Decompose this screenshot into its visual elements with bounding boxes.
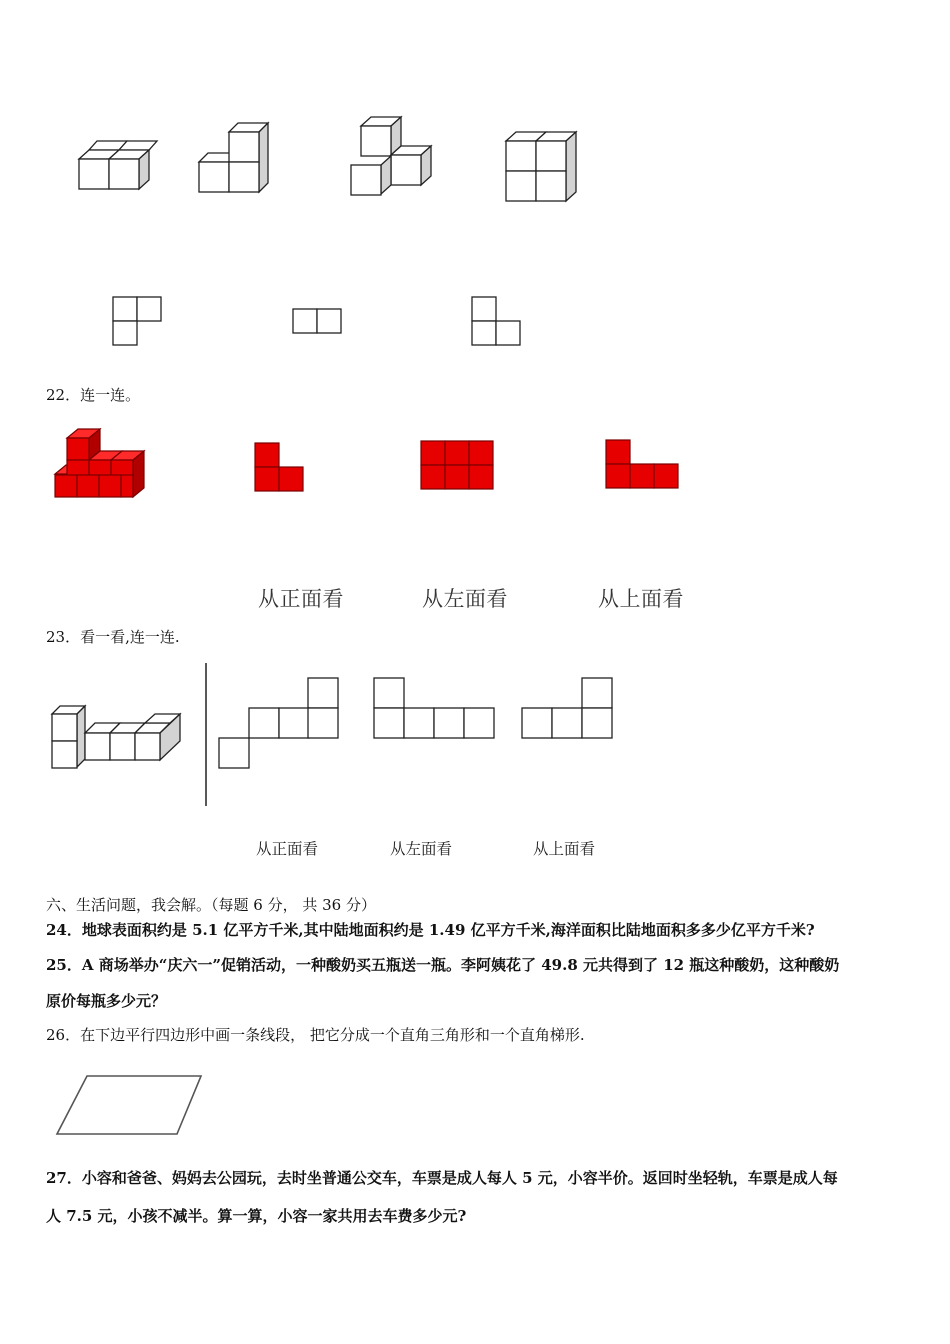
q22-label-left: 从左面看: [422, 587, 508, 611]
q22-label-front: 从正面看: [258, 587, 344, 611]
question-text: 在下边平行四边形中画一条线段， 把它分成一个直角三角形和一个直角梯形.: [80, 1026, 585, 1044]
question-number: 24．: [46, 921, 82, 939]
q23-label-top: 从上面看: [533, 840, 596, 858]
q22-label-top: 从上面看: [598, 587, 684, 611]
q25-line-2: 原价每瓶多少元？: [46, 992, 167, 1010]
q27-line-2: 人 7.5 元，小孩不减半。算一算，小容一家共用去车费多少元?: [46, 1207, 467, 1225]
q23-label-left: 从左面看: [390, 840, 453, 858]
question-number: 22．: [46, 386, 81, 404]
question-text: 小容和爸爸、妈妈去公园玩，去时坐普通公交车，车票是成人每人 5 元，小容半价。返回时坐轻轨，车票是成人每: [81, 1169, 838, 1187]
section-heading: 六、生活问题，我会解。（每题 6 分， 共 36 分）: [46, 896, 376, 914]
question-text: 看一看,连一连.: [80, 628, 180, 646]
q23-label-front: 从正面看: [256, 840, 319, 858]
q27-line-1: [46, 1168, 838, 1188]
question-number: 23．: [46, 628, 81, 646]
question-text: A 商场举办“庆六一”促销活动，一种酸奶买五瓶送一瓶。李阿姨花了 49.8 元共得到了 12 瓶这种酸奶，这种酸奶: [81, 956, 840, 974]
question-number: 25．: [46, 956, 82, 974]
question-number: 26．: [46, 1026, 81, 1044]
parallelogram: [57, 1076, 201, 1134]
question-text: 连一连。: [80, 386, 141, 404]
question-number: 27．: [46, 1169, 82, 1187]
question-text: 地球表面积约是 5.1 亿平方千米,其中陆地面积约是 1.49 亿平方千米,海洋面积比陆地面积多多少亿平方千米?: [81, 921, 815, 939]
